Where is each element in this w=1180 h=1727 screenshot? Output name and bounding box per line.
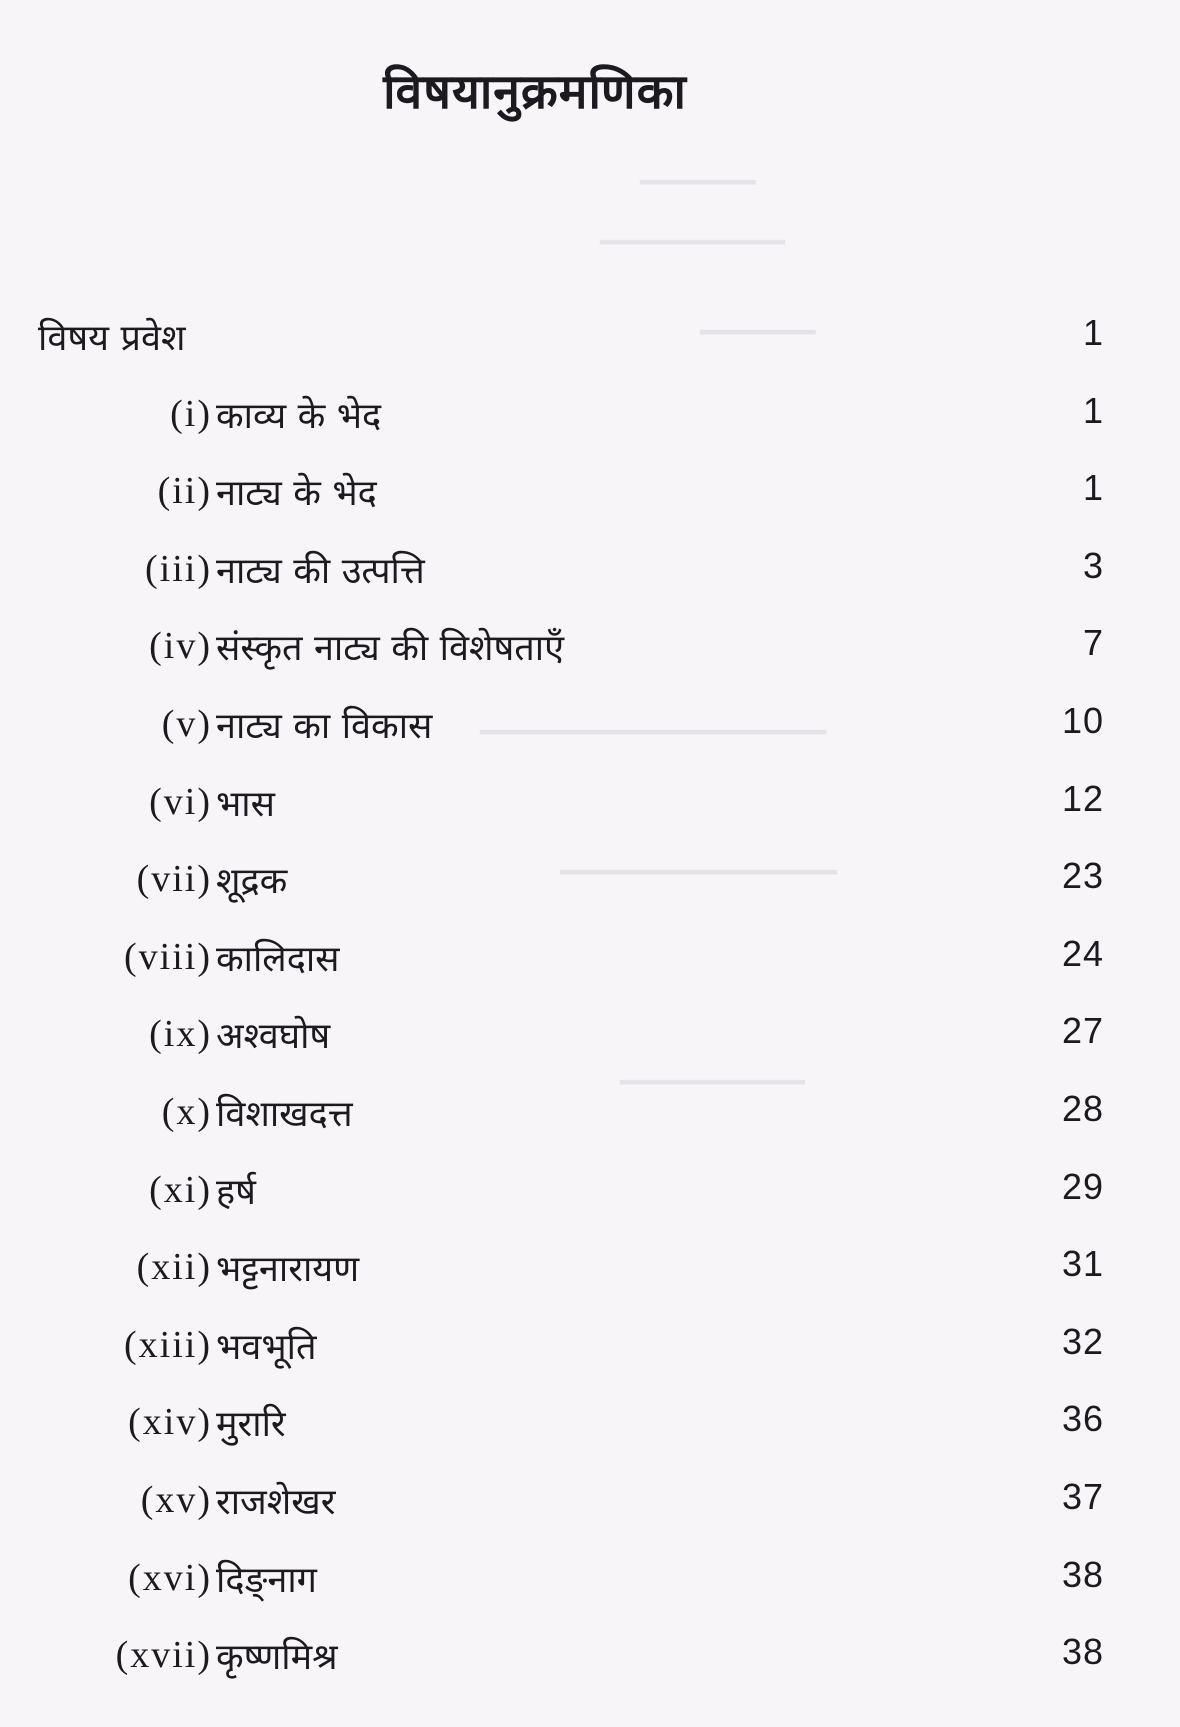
toc-row[interactable] — [0, 533, 1180, 611]
toc-entry-label: राजशेखर — [216, 1481, 336, 1523]
toc-entry-label: नाट्य की उत्पत्ति — [216, 550, 425, 592]
toc-entry-label: संस्कृत नाट्य की विशेषताएँ — [216, 628, 565, 670]
toc-entry-label: भट्टनारायण — [216, 1249, 360, 1291]
toc-page-number: 24 — [1061, 932, 1104, 974]
toc-row[interactable] — [0, 1309, 1180, 1387]
toc-entry-label: दिङ्नाग — [216, 1559, 317, 1601]
toc-page-number: 38 — [1061, 1553, 1104, 1595]
bleed-through-text: ▁▁▁▁▁▁▁▁ — [620, 1050, 805, 1085]
toc-row[interactable] — [0, 1386, 1180, 1464]
toc-entry-number: (vi) — [149, 780, 212, 823]
toc-row-intro[interactable] — [0, 300, 1180, 378]
toc-row[interactable] — [0, 1076, 1180, 1154]
table-of-contents — [0, 300, 1180, 1697]
toc-entry-label: मुरारि — [216, 1404, 286, 1446]
toc-page-number: 29 — [1061, 1165, 1104, 1207]
toc-page-number: 1 — [1082, 389, 1104, 431]
toc-entry-label: भवभूति — [216, 1326, 317, 1368]
toc-row[interactable] — [0, 378, 1180, 456]
toc-row[interactable] — [0, 766, 1180, 844]
toc-entry-number: (xvi) — [128, 1556, 212, 1599]
toc-entry-number: (iv) — [149, 625, 212, 668]
toc-entry-number: (iii) — [145, 547, 212, 590]
toc-entry-number: (v) — [161, 702, 212, 745]
toc-entry-number: (xv) — [140, 1478, 212, 1521]
toc-page-number: 31 — [1061, 1243, 1104, 1285]
toc-page-number: 28 — [1061, 1087, 1104, 1129]
page-title: विषयानुक्रमणिका — [383, 64, 687, 120]
toc-page-number: 23 — [1061, 855, 1104, 897]
toc-entry-number: (ii) — [157, 470, 212, 513]
toc-entry-label: शूद्रक — [216, 861, 288, 903]
toc-entry-number: (viii) — [124, 935, 212, 978]
toc-entry-number: (xii) — [136, 1246, 212, 1289]
toc-entry-number: (xiv) — [128, 1401, 212, 1444]
toc-entry-number: (ix) — [149, 1013, 212, 1056]
toc-entry-number: (xiii) — [124, 1323, 212, 1366]
toc-row[interactable] — [0, 455, 1180, 533]
toc-page-number: 3 — [1082, 544, 1104, 586]
toc-page-number: 32 — [1061, 1320, 1104, 1362]
toc-entry-number: (xvii) — [115, 1634, 212, 1677]
toc-entry-label: विषय प्रवेश — [38, 318, 186, 359]
toc-page-number: 7 — [1082, 622, 1104, 664]
toc-page-number: 36 — [1061, 1398, 1104, 1440]
toc-page-number: 27 — [1061, 1010, 1104, 1052]
toc-entry-label: भास — [216, 783, 275, 825]
toc-entry-number: (vii) — [136, 858, 212, 901]
bleed-through-text: ▁▁▁▁▁▁▁▁▁▁▁▁ — [560, 840, 837, 875]
toc-row[interactable] — [0, 1231, 1180, 1309]
toc-row[interactable] — [0, 1154, 1180, 1232]
toc-page-number: 12 — [1061, 777, 1104, 819]
toc-entry-label: हर्ष — [216, 1171, 256, 1213]
toc-row[interactable] — [0, 1619, 1180, 1697]
toc-page-number: 1 — [1082, 312, 1104, 353]
toc-row[interactable] — [0, 610, 1180, 688]
toc-page-number: 1 — [1082, 467, 1104, 509]
bleed-through-text: ▁▁▁▁▁▁▁▁ — [600, 210, 785, 245]
toc-entry-label: नाट्य का विकास — [216, 705, 433, 747]
toc-entry-label: काव्य के भेद — [216, 395, 382, 437]
bleed-through-text: ▁▁▁▁▁ — [640, 150, 756, 185]
bleed-through-text: ▁▁▁▁▁▁▁▁▁▁▁▁▁▁▁ — [480, 700, 827, 735]
toc-entry-label: विशाखदत्त — [216, 1093, 353, 1135]
toc-entry-label: अश्वघोष — [216, 1016, 331, 1058]
toc-row[interactable] — [0, 843, 1180, 921]
toc-page-number: 37 — [1061, 1475, 1104, 1517]
toc-entry-number: (x) — [161, 1090, 212, 1133]
toc-row[interactable] — [0, 1542, 1180, 1620]
toc-row[interactable] — [0, 688, 1180, 766]
toc-entry-label: कालिदास — [216, 938, 340, 980]
toc-entry-label: कृष्णमिश्र — [216, 1637, 338, 1679]
toc-entry-number: (xi) — [149, 1168, 212, 1211]
toc-page-number: 10 — [1061, 699, 1104, 741]
toc-row[interactable] — [0, 1464, 1180, 1542]
toc-row[interactable] — [0, 921, 1180, 999]
toc-entry-number: (i) — [170, 392, 212, 435]
toc-row[interactable] — [0, 998, 1180, 1076]
bleed-through-text: ▁▁▁▁▁ — [700, 300, 816, 335]
toc-entry-label: नाट्य के भेद — [216, 473, 377, 515]
toc-page-number: 38 — [1061, 1631, 1104, 1673]
